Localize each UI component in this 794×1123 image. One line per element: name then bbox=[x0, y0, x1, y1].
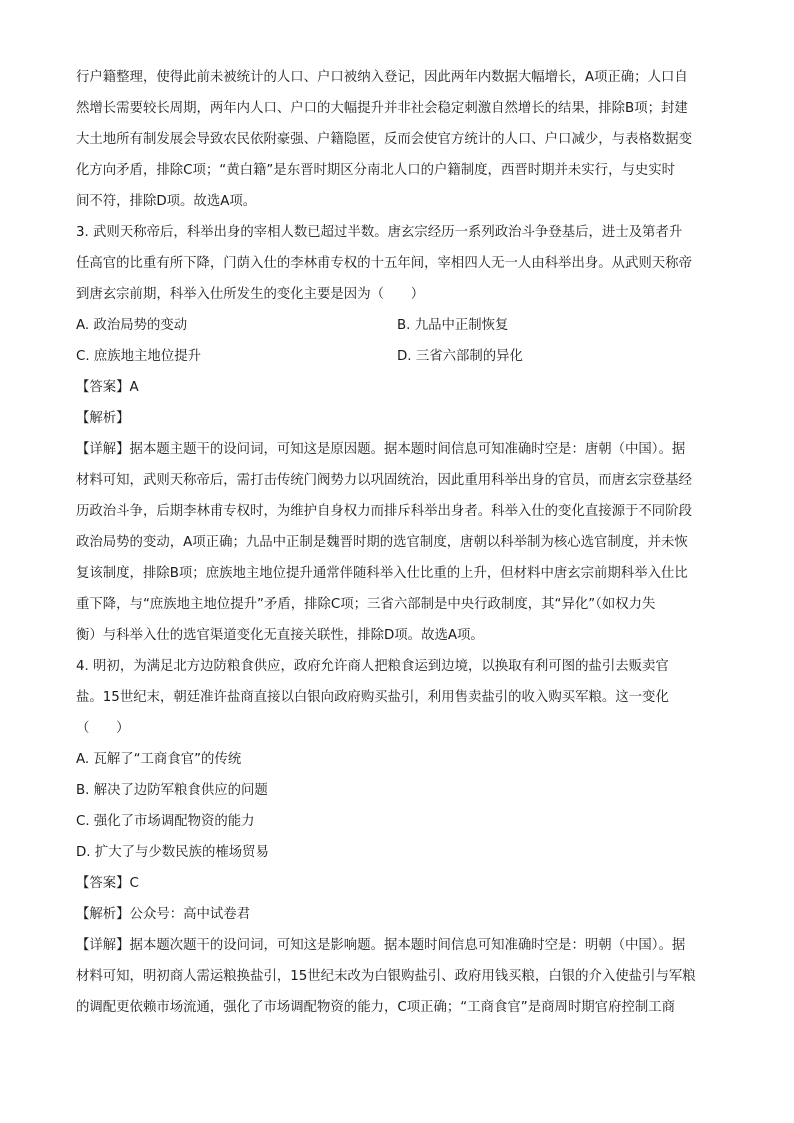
paragraph-line: 然增长需要较长周期，两年内人口、户口的大幅提升并非社会稳定刺激自然增长的结果，排除B项；封建 bbox=[76, 101, 688, 116]
option-d: D. 三省六部制的异化 bbox=[397, 349, 523, 364]
paragraph-line: 间不符，排除D项。故选A项。 bbox=[76, 194, 257, 209]
question-stem-line: 4. 明初，为满足北方边防粮食供应，政府允许商人把粮食运到边境，以换取有利可图的盐引去贩卖官 bbox=[76, 659, 669, 674]
paragraph-line: 大土地所有制发展会导致农民依附豪强、户籍隐匿，反而会使官方统计的人口、户口减少，与表格数据变 bbox=[76, 132, 692, 147]
answer-label: 【答案】C bbox=[76, 876, 139, 891]
detail-line: 材料可知，明初商人需运粮换盐引，15世纪末改为白银购盐引、政府用钱买粮，白银的介入使盐引与军粮 bbox=[76, 969, 696, 984]
paragraph-line: 行户籍整理，使得此前未被统计的人口、户口被纳入登记，因此两年内数据大幅增长，A项正确；人口自 bbox=[76, 70, 688, 85]
option-c: C. 庶族地主地位提升 bbox=[76, 349, 201, 364]
detail-line: 衡）与科举入仕的选官渠道变化无直接关联性，排除D项。故选A项。 bbox=[76, 628, 484, 643]
page-content bbox=[76, 62, 718, 1023]
analysis-label: 【解析】公众号：高中试卷君 bbox=[76, 907, 251, 922]
q2-explanation-continued bbox=[76, 62, 718, 217]
question-stem-line: 到唐玄宗前期，科举入仕所发生的变化主要是因为（ ） bbox=[76, 287, 425, 302]
question-stem-line: 3. 武则天称帝后，科举出身的宰相人数已超过半数。唐玄宗经历一系列政治斗争登基后，进士及第者升 bbox=[76, 225, 683, 240]
detail-line: 【详解】据本题主题干的设问词，可知这是原因题。据本题时间信息可知准确时空是：唐朝（中国）。据 bbox=[76, 442, 686, 457]
detail-line: 历政治斗争，后期李林甫专权时，为维护自身权力而排斥科举出身者。科举入仕的变化直接源于不同阶段 bbox=[76, 504, 692, 519]
detail-line: 材料可知，武则天称帝后，需打击传统门阀势力以巩固统治，因此重用科举出身的官员，而唐玄宗登基经 bbox=[76, 473, 692, 488]
question-stem-line: （ ） bbox=[76, 721, 130, 736]
detail-line: 重下降，与“庶族地主地位提升”矛盾，排除C项；三省六部制是中央行政制度，其“异化”（如权力失 bbox=[76, 597, 656, 612]
option-b: B. 解决了边防军粮食供应的问题 bbox=[76, 783, 268, 798]
question-stem-line: 盐。15世纪末，朝廷准许盐商直接以白银向政府购买盐引，利用售卖盐引的收入购买军粮。这一变化 bbox=[76, 690, 669, 705]
options-row bbox=[76, 341, 718, 372]
options-row bbox=[76, 310, 718, 341]
option-b: B. 九品中正制恢复 bbox=[397, 318, 509, 333]
option-a: A. 瓦解了“工商食官”的传统 bbox=[76, 752, 242, 767]
analysis-label: 【解析】 bbox=[76, 411, 130, 426]
option-c: C. 强化了市场调配物资的能力 bbox=[76, 814, 255, 829]
detail-line: 【详解】据本题次题干的设问词，可知这是影响题。据本题时间信息可知准确时空是：明朝（中国）。据 bbox=[76, 938, 686, 953]
option-a: A. 政治局势的变动 bbox=[76, 318, 188, 333]
question-stem-line: 任高官的比重有所下降，门荫入仕的李林甫专权的十五年间，宰相四人无一人由科举出身。从武则天称帝 bbox=[76, 256, 692, 271]
detail-line: 复该制度，排除B项；庶族地主地位提升通常伴随科举入仕比重的上升，但材料中唐玄宗前期科举入仕比 bbox=[76, 566, 688, 581]
answer-label: 【答案】A bbox=[76, 380, 139, 395]
paragraph-line: 化方向矛盾，排除C项；“黄白籍”是东晋时期区分南北人口的户籍制度，西晋时期并未实行，与史实时 bbox=[76, 163, 676, 178]
option-d: D. 扩大了与少数民族的榷场贸易 bbox=[76, 845, 269, 860]
detail-line: 政治局势的变动，A项正确；九品中正制是魏晋时期的选官制度，唐朝以科举制为核心选官制度，并未恢 bbox=[76, 535, 688, 550]
question-3 bbox=[76, 217, 718, 651]
detail-line: 的调配更依赖市场流通，强化了市场调配物资的能力，C项正确；“工商食官”是商周时期官府控制工商 bbox=[76, 1000, 676, 1015]
question-4 bbox=[76, 651, 718, 1023]
